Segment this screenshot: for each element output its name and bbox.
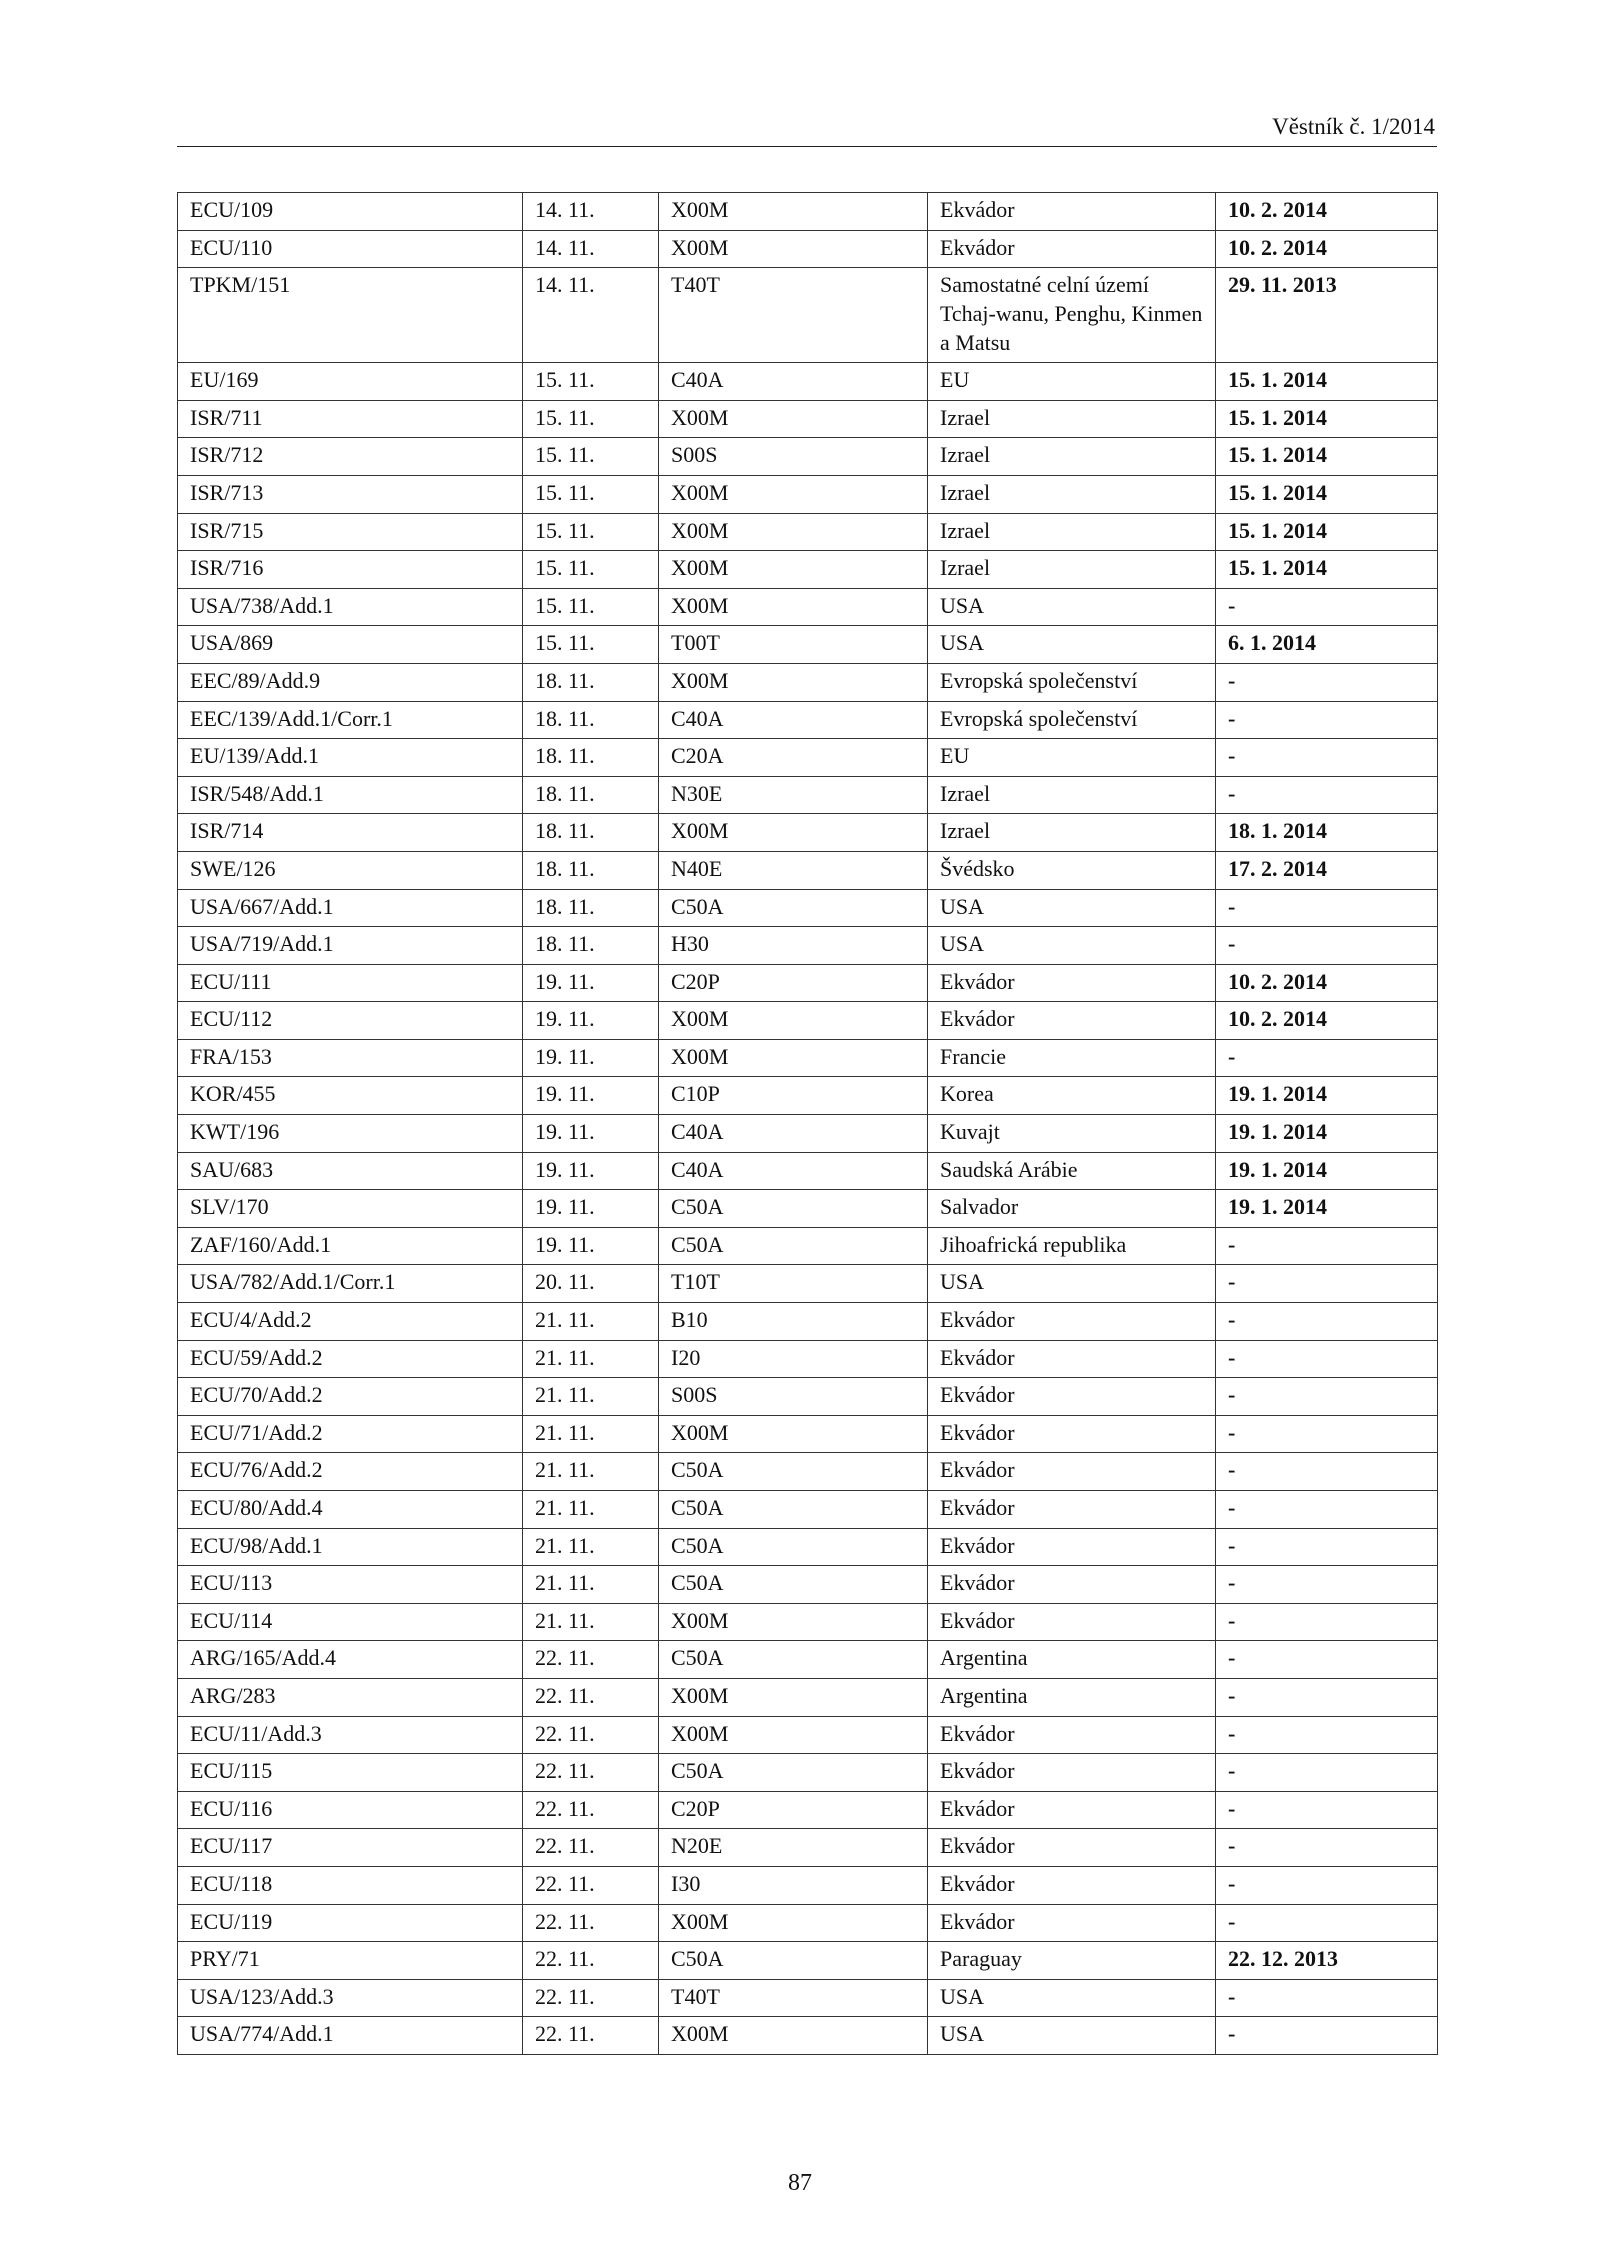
cell-country: USA — [928, 626, 1216, 664]
cell-date: 22. 11. — [523, 1716, 659, 1754]
cell-symbol: C40A — [659, 1115, 928, 1153]
cell-date: 19. 11. — [523, 1039, 659, 1077]
cell-deadline: 10. 2. 2014 — [1216, 964, 1438, 1002]
cell-country: Ekvádor — [928, 1303, 1216, 1341]
cell-symbol: C50A — [659, 1528, 928, 1566]
cell-deadline: 10. 2. 2014 — [1216, 1002, 1438, 1040]
cell-date: 22. 11. — [523, 1641, 659, 1679]
cell-date: 21. 11. — [523, 1378, 659, 1416]
cell-symbol: T10T — [659, 1265, 928, 1303]
cell-date: 21. 11. — [523, 1415, 659, 1453]
cell-date: 21. 11. — [523, 1528, 659, 1566]
cell-deadline: 19. 1. 2014 — [1216, 1077, 1438, 1115]
cell-date: 14. 11. — [523, 230, 659, 268]
table-row — [178, 1340, 1438, 1378]
cell-symbol: N40E — [659, 851, 928, 889]
cell-symbol: X00M — [659, 475, 928, 513]
cell-code: TPKM/151 — [178, 268, 523, 363]
cell-code: ECU/111 — [178, 964, 523, 1002]
cell-symbol: C50A — [659, 889, 928, 927]
cell-date: 22. 11. — [523, 1754, 659, 1792]
cell-country: Paraguay — [928, 1942, 1216, 1980]
cell-country: Ekvádor — [928, 1528, 1216, 1566]
cell-code: USA/719/Add.1 — [178, 927, 523, 965]
cell-deadline: 15. 1. 2014 — [1216, 438, 1438, 476]
cell-date: 21. 11. — [523, 1303, 659, 1341]
cell-date: 15. 11. — [523, 363, 659, 401]
cell-code: ECU/4/Add.2 — [178, 1303, 523, 1341]
cell-deadline: - — [1216, 1491, 1438, 1529]
cell-code: ECU/114 — [178, 1603, 523, 1641]
cell-deadline: - — [1216, 1866, 1438, 1904]
cell-code: ECU/110 — [178, 230, 523, 268]
table-row — [178, 701, 1438, 739]
table-row — [178, 1603, 1438, 1641]
cell-code: USA/123/Add.3 — [178, 1979, 523, 2017]
table-row — [178, 1039, 1438, 1077]
cell-country: Ekvádor — [928, 1716, 1216, 1754]
cell-country: Ekvádor — [928, 1566, 1216, 1604]
cell-code: SWE/126 — [178, 851, 523, 889]
table-row — [178, 475, 1438, 513]
cell-country: Ekvádor — [928, 1603, 1216, 1641]
cell-deadline: - — [1216, 1227, 1438, 1265]
cell-code: ECU/116 — [178, 1791, 523, 1829]
table-row — [178, 1415, 1438, 1453]
cell-date: 21. 11. — [523, 1566, 659, 1604]
cell-code: EU/169 — [178, 363, 523, 401]
cell-symbol: B10 — [659, 1303, 928, 1341]
cell-deadline: - — [1216, 776, 1438, 814]
table-row — [178, 268, 1438, 363]
cell-symbol: X00M — [659, 230, 928, 268]
cell-code: KOR/455 — [178, 1077, 523, 1115]
cell-deadline: 6. 1. 2014 — [1216, 626, 1438, 664]
cell-code: ECU/113 — [178, 1566, 523, 1604]
cell-code: ECU/76/Add.2 — [178, 1453, 523, 1491]
cell-code: FRA/153 — [178, 1039, 523, 1077]
table-row — [178, 513, 1438, 551]
table-row — [178, 588, 1438, 626]
cell-deadline: - — [1216, 927, 1438, 965]
table-row — [178, 1979, 1438, 2017]
cell-date: 22. 11. — [523, 1829, 659, 1867]
table-row — [178, 1152, 1438, 1190]
table-row — [178, 551, 1438, 589]
cell-deadline: - — [1216, 663, 1438, 701]
cell-code: USA/774/Add.1 — [178, 2017, 523, 2055]
cell-code: ISR/716 — [178, 551, 523, 589]
cell-symbol: C50A — [659, 1942, 928, 1980]
cell-country: Ekvádor — [928, 1754, 1216, 1792]
table-row — [178, 851, 1438, 889]
cell-deadline: 19. 1. 2014 — [1216, 1190, 1438, 1228]
cell-country: Ekvádor — [928, 964, 1216, 1002]
cell-country: Izrael — [928, 814, 1216, 852]
table-row — [178, 400, 1438, 438]
cell-symbol: T40T — [659, 268, 928, 363]
table-row — [178, 927, 1438, 965]
cell-code: ZAF/160/Add.1 — [178, 1227, 523, 1265]
cell-code: ISR/711 — [178, 400, 523, 438]
table-row — [178, 438, 1438, 476]
cell-date: 22. 11. — [523, 1904, 659, 1942]
cell-country: Izrael — [928, 400, 1216, 438]
cell-symbol: C40A — [659, 1152, 928, 1190]
table-row — [178, 230, 1438, 268]
cell-deadline: - — [1216, 1716, 1438, 1754]
cell-date: 15. 11. — [523, 513, 659, 551]
cell-date: 18. 11. — [523, 776, 659, 814]
cell-country: Salvador — [928, 1190, 1216, 1228]
cell-date: 19. 11. — [523, 1190, 659, 1228]
cell-country: EU — [928, 363, 1216, 401]
cell-symbol: C50A — [659, 1453, 928, 1491]
cell-code: ECU/118 — [178, 1866, 523, 1904]
cell-code: ISR/713 — [178, 475, 523, 513]
cell-country: Ekvádor — [928, 230, 1216, 268]
cell-code: ECU/112 — [178, 1002, 523, 1040]
cell-deadline: - — [1216, 1791, 1438, 1829]
cell-symbol: C20P — [659, 1791, 928, 1829]
cell-symbol: C40A — [659, 701, 928, 739]
cell-country: Izrael — [928, 475, 1216, 513]
cell-country: Ekvádor — [928, 1415, 1216, 1453]
cell-code: ARG/283 — [178, 1678, 523, 1716]
cell-code: SLV/170 — [178, 1190, 523, 1228]
cell-symbol: X00M — [659, 400, 928, 438]
cell-date: 21. 11. — [523, 1453, 659, 1491]
cell-date: 21. 11. — [523, 1491, 659, 1529]
cell-code: USA/782/Add.1/Corr.1 — [178, 1265, 523, 1303]
cell-date: 15. 11. — [523, 438, 659, 476]
cell-date: 18. 11. — [523, 663, 659, 701]
cell-date: 19. 11. — [523, 1077, 659, 1115]
cell-code: ECU/119 — [178, 1904, 523, 1942]
cell-code: PRY/71 — [178, 1942, 523, 1980]
table-row — [178, 1115, 1438, 1153]
cell-country: Evropská společenství — [928, 701, 1216, 739]
cell-symbol: S00S — [659, 1378, 928, 1416]
header-title: Věstník č. 1/2014 — [1272, 114, 1435, 139]
cell-country: Ekvádor — [928, 1866, 1216, 1904]
cell-symbol: X00M — [659, 1415, 928, 1453]
cell-deadline: 15. 1. 2014 — [1216, 475, 1438, 513]
cell-symbol: I30 — [659, 1866, 928, 1904]
table-row — [178, 1303, 1438, 1341]
table-row — [178, 1190, 1438, 1228]
cell-deadline: - — [1216, 1303, 1438, 1341]
cell-date: 22. 11. — [523, 1791, 659, 1829]
cell-country: USA — [928, 889, 1216, 927]
cell-date: 19. 11. — [523, 1152, 659, 1190]
cell-code: USA/738/Add.1 — [178, 588, 523, 626]
cell-country: Samostatné celní území Tchaj-wanu, Penghu, Kinmen a Matsu — [928, 268, 1216, 363]
cell-symbol: T00T — [659, 626, 928, 664]
cell-date: 22. 11. — [523, 1866, 659, 1904]
cell-code: ECU/70/Add.2 — [178, 1378, 523, 1416]
cell-deadline: 15. 1. 2014 — [1216, 363, 1438, 401]
cell-country: Ekvádor — [928, 1340, 1216, 1378]
cell-deadline: - — [1216, 1754, 1438, 1792]
cell-deadline: - — [1216, 1039, 1438, 1077]
table-row — [178, 1453, 1438, 1491]
cell-deadline: 15. 1. 2014 — [1216, 551, 1438, 589]
cell-deadline: - — [1216, 1904, 1438, 1942]
cell-deadline: - — [1216, 1829, 1438, 1867]
table-row — [178, 889, 1438, 927]
table-row — [178, 663, 1438, 701]
cell-code: ISR/548/Add.1 — [178, 776, 523, 814]
cell-deadline: - — [1216, 1378, 1438, 1416]
cell-country: Izrael — [928, 776, 1216, 814]
cell-deadline: - — [1216, 1340, 1438, 1378]
cell-code: ECU/11/Add.3 — [178, 1716, 523, 1754]
cell-code: ECU/98/Add.1 — [178, 1528, 523, 1566]
cell-symbol: C50A — [659, 1491, 928, 1529]
page-header — [177, 112, 1437, 147]
cell-code: USA/667/Add.1 — [178, 889, 523, 927]
cell-symbol: C20P — [659, 964, 928, 1002]
cell-symbol: N30E — [659, 776, 928, 814]
cell-country: EU — [928, 739, 1216, 777]
cell-deadline: - — [1216, 1566, 1438, 1604]
table-row — [178, 739, 1438, 777]
cell-date: 14. 11. — [523, 193, 659, 231]
cell-code: ECU/59/Add.2 — [178, 1340, 523, 1378]
cell-deadline: 10. 2. 2014 — [1216, 230, 1438, 268]
cell-symbol: C40A — [659, 363, 928, 401]
notification-table — [177, 192, 1438, 2055]
cell-code: ISR/714 — [178, 814, 523, 852]
cell-deadline: 29. 11. 2013 — [1216, 268, 1438, 363]
cell-country: Ekvádor — [928, 1491, 1216, 1529]
cell-country: Saudská Arábie — [928, 1152, 1216, 1190]
cell-country: USA — [928, 1265, 1216, 1303]
cell-date: 18. 11. — [523, 701, 659, 739]
table-row — [178, 814, 1438, 852]
cell-date: 19. 11. — [523, 964, 659, 1002]
cell-country: Ekvádor — [928, 1904, 1216, 1942]
cell-code: ISR/715 — [178, 513, 523, 551]
table-row — [178, 626, 1438, 664]
cell-deadline: 18. 1. 2014 — [1216, 814, 1438, 852]
cell-code: ECU/71/Add.2 — [178, 1415, 523, 1453]
cell-deadline: - — [1216, 1603, 1438, 1641]
cell-deadline: - — [1216, 588, 1438, 626]
cell-symbol: N20E — [659, 1829, 928, 1867]
table-row — [178, 1227, 1438, 1265]
table-row — [178, 1378, 1438, 1416]
cell-deadline: - — [1216, 1678, 1438, 1716]
cell-date: 20. 11. — [523, 1265, 659, 1303]
cell-deadline: 22. 12. 2013 — [1216, 1942, 1438, 1980]
cell-deadline: - — [1216, 1453, 1438, 1491]
cell-code: ECU/109 — [178, 193, 523, 231]
cell-date: 21. 11. — [523, 1340, 659, 1378]
cell-deadline: 19. 1. 2014 — [1216, 1115, 1438, 1153]
table-row — [178, 1528, 1438, 1566]
cell-country: Izrael — [928, 513, 1216, 551]
table-row — [178, 193, 1438, 231]
cell-code: ISR/712 — [178, 438, 523, 476]
cell-date: 15. 11. — [523, 475, 659, 513]
cell-symbol: X00M — [659, 1603, 928, 1641]
cell-code: ECU/117 — [178, 1829, 523, 1867]
cell-symbol: I20 — [659, 1340, 928, 1378]
cell-date: 15. 11. — [523, 551, 659, 589]
cell-symbol: C50A — [659, 1190, 928, 1228]
cell-country: USA — [928, 588, 1216, 626]
table-body — [178, 193, 1438, 2055]
cell-symbol: C50A — [659, 1754, 928, 1792]
table-row — [178, 1904, 1438, 1942]
cell-code: KWT/196 — [178, 1115, 523, 1153]
cell-symbol: X00M — [659, 1002, 928, 1040]
cell-symbol: X00M — [659, 2017, 928, 2055]
cell-code: ECU/115 — [178, 1754, 523, 1792]
cell-date: 18. 11. — [523, 814, 659, 852]
cell-date: 22. 11. — [523, 1979, 659, 2017]
cell-deadline: 10. 2. 2014 — [1216, 193, 1438, 231]
cell-symbol: C50A — [659, 1566, 928, 1604]
table-row — [178, 363, 1438, 401]
table-row — [178, 1716, 1438, 1754]
cell-symbol: X00M — [659, 588, 928, 626]
cell-date: 18. 11. — [523, 927, 659, 965]
cell-country: Argentina — [928, 1678, 1216, 1716]
table-row — [178, 964, 1438, 1002]
cell-date: 14. 11. — [523, 268, 659, 363]
page-number: 87 — [788, 2170, 812, 2196]
cell-country: Ekvádor — [928, 1002, 1216, 1040]
table-row — [178, 1265, 1438, 1303]
cell-symbol: X00M — [659, 1039, 928, 1077]
table-row — [178, 1641, 1438, 1679]
table-row — [178, 1678, 1438, 1716]
cell-date: 19. 11. — [523, 1115, 659, 1153]
cell-country: Ekvádor — [928, 1829, 1216, 1867]
cell-date: 19. 11. — [523, 1227, 659, 1265]
cell-deadline: 19. 1. 2014 — [1216, 1152, 1438, 1190]
cell-deadline: - — [1216, 2017, 1438, 2055]
cell-symbol: C50A — [659, 1641, 928, 1679]
cell-deadline: - — [1216, 1265, 1438, 1303]
cell-date: 15. 11. — [523, 626, 659, 664]
cell-code: SAU/683 — [178, 1152, 523, 1190]
table-row — [178, 1002, 1438, 1040]
cell-deadline: - — [1216, 739, 1438, 777]
cell-date: 22. 11. — [523, 2017, 659, 2055]
cell-country: Kuvajt — [928, 1115, 1216, 1153]
table-row — [178, 1791, 1438, 1829]
cell-country: Argentina — [928, 1641, 1216, 1679]
cell-country: Ekvádor — [928, 193, 1216, 231]
cell-country: USA — [928, 927, 1216, 965]
table-row — [178, 1942, 1438, 1980]
cell-symbol: X00M — [659, 551, 928, 589]
cell-country: Korea — [928, 1077, 1216, 1115]
cell-deadline: - — [1216, 1528, 1438, 1566]
table-row — [178, 776, 1438, 814]
cell-code: EEC/89/Add.9 — [178, 663, 523, 701]
cell-symbol: X00M — [659, 814, 928, 852]
cell-deadline: - — [1216, 1415, 1438, 1453]
cell-date: 18. 11. — [523, 889, 659, 927]
cell-country: Ekvádor — [928, 1791, 1216, 1829]
cell-date: 18. 11. — [523, 739, 659, 777]
cell-deadline: - — [1216, 1641, 1438, 1679]
cell-country: Evropská společenství — [928, 663, 1216, 701]
cell-country: Izrael — [928, 438, 1216, 476]
cell-symbol: S00S — [659, 438, 928, 476]
cell-code: ARG/165/Add.4 — [178, 1641, 523, 1679]
cell-code: EU/139/Add.1 — [178, 739, 523, 777]
cell-symbol: X00M — [659, 1678, 928, 1716]
cell-symbol: X00M — [659, 193, 928, 231]
cell-date: 15. 11. — [523, 400, 659, 438]
cell-date: 18. 11. — [523, 851, 659, 889]
table-row — [178, 1829, 1438, 1867]
cell-symbol: X00M — [659, 663, 928, 701]
cell-country: Švédsko — [928, 851, 1216, 889]
cell-symbol: X00M — [659, 1904, 928, 1942]
cell-code: ECU/80/Add.4 — [178, 1491, 523, 1529]
cell-date: 19. 11. — [523, 1002, 659, 1040]
cell-country: Izrael — [928, 551, 1216, 589]
cell-date: 15. 11. — [523, 588, 659, 626]
cell-deadline: - — [1216, 701, 1438, 739]
cell-symbol: C50A — [659, 1227, 928, 1265]
cell-symbol: H30 — [659, 927, 928, 965]
cell-symbol: X00M — [659, 1716, 928, 1754]
cell-deadline: 15. 1. 2014 — [1216, 513, 1438, 551]
cell-country: Francie — [928, 1039, 1216, 1077]
cell-symbol: C20A — [659, 739, 928, 777]
table-row — [178, 2017, 1438, 2055]
table-row — [178, 1754, 1438, 1792]
cell-country: USA — [928, 1979, 1216, 2017]
cell-code: USA/869 — [178, 626, 523, 664]
cell-date: 22. 11. — [523, 1678, 659, 1716]
cell-deadline: - — [1216, 889, 1438, 927]
cell-country: Ekvádor — [928, 1453, 1216, 1491]
cell-date: 22. 11. — [523, 1942, 659, 1980]
cell-date: 21. 11. — [523, 1603, 659, 1641]
cell-deadline: - — [1216, 1979, 1438, 2017]
cell-code: EEC/139/Add.1/Corr.1 — [178, 701, 523, 739]
cell-deadline: 15. 1. 2014 — [1216, 400, 1438, 438]
table-row — [178, 1866, 1438, 1904]
table-row — [178, 1491, 1438, 1529]
cell-symbol: X00M — [659, 513, 928, 551]
cell-symbol: T40T — [659, 1979, 928, 2017]
cell-deadline: 17. 2. 2014 — [1216, 851, 1438, 889]
cell-country: Jihoafrická republika — [928, 1227, 1216, 1265]
cell-country: USA — [928, 2017, 1216, 2055]
table-row — [178, 1077, 1438, 1115]
cell-country: Ekvádor — [928, 1378, 1216, 1416]
cell-symbol: C10P — [659, 1077, 928, 1115]
table-row — [178, 1566, 1438, 1604]
